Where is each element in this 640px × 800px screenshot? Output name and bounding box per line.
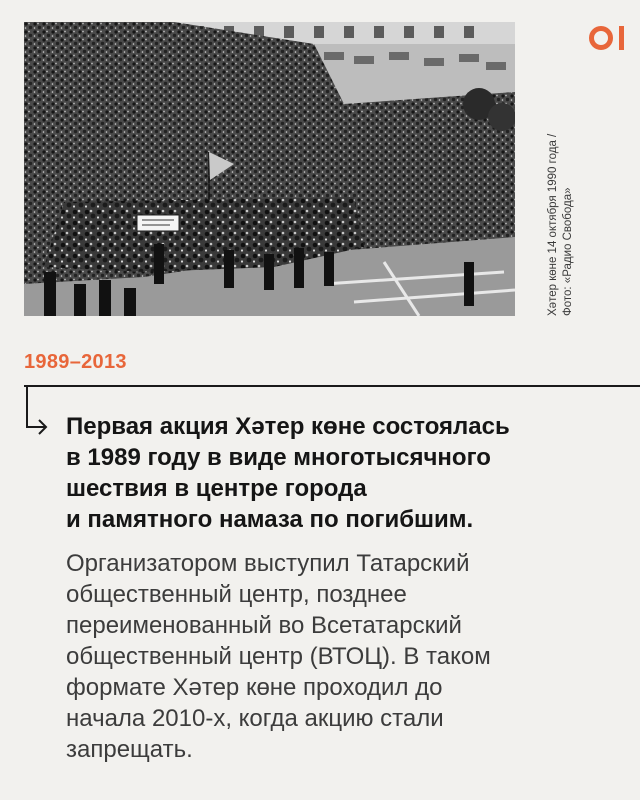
publisher-logo-icon[interactable] [589,24,633,52]
crowd-photo-image [24,22,515,316]
lead-line: Первая акция Хәтер көне состоялась [66,413,510,440]
lead-line: шествия в центре города [66,475,367,502]
photo-caption-line: Хәтер көне 14 октября 1990 года / [547,133,559,316]
body-line: Организатором выступил Татарский [66,550,470,577]
photo-caption [546,26,576,316]
photo-caption-line: Фото: «Радио Свобода» [562,187,574,316]
body-line: формате Хәтер көне проходил до [66,674,443,701]
body-line: запрещать. [66,736,193,763]
body-paragraph [66,548,614,765]
divider [24,385,640,387]
lead-line: в 1989 году в виде многотысячного [66,444,491,471]
lead-line: и памятного намаза по погибшим. [66,506,474,533]
body-line: начала 2010-х, когда акцию стали [66,705,444,732]
body-line: общественный центр (ВТОЦ). В таком [66,643,491,670]
arrow-right-icon [26,387,50,435]
crowd-photo [24,22,515,316]
lead-paragraph [66,411,626,535]
section-years: 1989–2013 [24,351,127,373]
body-line: общественный центр, позднее [66,581,407,608]
body-line: переименованный во Всетатарский [66,612,462,639]
